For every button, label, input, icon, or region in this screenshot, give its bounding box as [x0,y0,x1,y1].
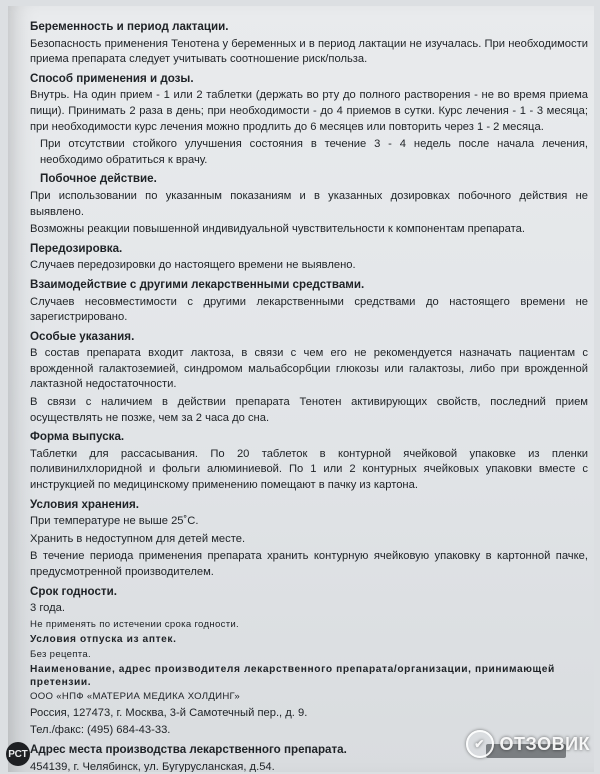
storage-text-2: Хранить в недоступном для детей месте. [30,532,246,545]
shelf-life-text-1: 3 года. [30,602,65,615]
interaction-text: Случаев несовместимости с другими лекарственными средствами до настоящего времени не зарегистрировано. [30,295,588,324]
watermark-text: ОТЗОВИК [499,733,590,754]
dosage-text-1: Внутрь. На один прием - 1 или 2 таблетки (держать во рту до полного растворения - не во время приема пищи). Принимать 2 раза в день; при необходимости - до 4 приемов в сутки. Курс лечения - 1 - 3 месяца; при необходимости курс лечения можно продлить до 6 месяцев или повторить через 1 - 2 месяца. [30,89,588,133]
storage-text-1: При температуре не выше 25˚С. [30,515,199,528]
production-address: 454139, г. Челябинск, ул. Бугурусланская, д.54. [30,760,275,772]
side-effects-text-1: При использовании по указанным показаниям и в указанных дозировках побочного действия не выявлено. [30,189,588,218]
manufacturer-address: Россия, 127473, г. Москва, 3-й Самотечный пер., д. 9. [30,706,308,719]
instruction-sheet [8,6,594,772]
side-effects-text-2: Возможны реакции повышенной индивидуальной чувствительности к компонентам препарата. [30,223,525,236]
manufacturer-phone: Тел./факс: (495) 684-43-33. [30,724,171,737]
instruction-text [30,16,588,772]
manufacturer-company: ООО «НПФ «МАТЕРИА МЕДИКА ХОЛДИНГ» [30,691,241,703]
section-title-special: Особые указания. [30,329,135,343]
section-title-side-effects: Побочное действие. [40,172,157,186]
pregnancy-text: Безопасность применения Тенотена у беременных и в период лактации не изучалась. При необходимости приема препарата следует учитывать соотношение риск/польза. [30,37,588,66]
overdose-text: Случаев передозировки до настоящего времени не выявлено. [30,259,356,272]
section-title-shelf-life: Срок годности. [30,584,117,598]
section-title-storage: Условия хранения. [30,497,140,511]
section-title-production: Адрес места производства лекарственного препарата. [30,742,347,756]
shelf-life-text-2: Не применять по истечении срока годности. [30,618,240,630]
section-title-dosage: Способ применения и дозы. [30,71,194,85]
section-title-pregnancy: Беременность и период лактации. [30,20,229,33]
storage-text-3: В течение периода применения препарата хранить контурную ячейковую упаковку в картонной пачке, предусмотренной производителем. [30,550,588,578]
section-title-interaction: Взаимодействие с другими лекарственными средствами. [30,277,365,291]
section-title-manufacturer: Наименование, адрес производителя лекарственного препарата/организации, принимающей претензии. [30,664,555,688]
section-title-form: Форма выпуска. [30,430,125,444]
watermark-icon: ✔ [466,730,494,758]
special-text-2: В связи с наличием в действии препарата Тенотен активирующих свойств, последний прием осуществлять не позже, чем за 2 часа до сна. [30,396,588,424]
section-title-overdose: Передозировка. [30,241,123,255]
section-title-dispensing: Условия отпуска из аптек. [30,634,177,646]
dispensing-text: Без рецепта. [30,648,91,660]
certification-logo-text: РСТ [8,748,28,760]
dosage-text-2: При отсутствии стойкого улучшения состояния в течение 3 - 4 недель после начала лечения, необходимо обратиться к врачу. [40,138,588,166]
form-text: Таблетки для рассасывания. По 20 таблеток в контурной ячейковой упаковке из пленки поливинилхлоридной и фольги алюминиевой. По 1 или 2 контурных ячейковых упаковки вместе с инструкцией по медицинскому применению помещают в пачку из картона. [30,447,588,492]
watermark [466,730,590,758]
certification-logo-icon [6,742,30,766]
special-text-1: В состав препарата входит лактоза, в связи с чем его не рекомендуется назначать пациентам с врожденной галактоземией, синдромом мальабсорбции глюкозы или галактозы, либо при врожденной лактазной недостаточности. [30,347,588,391]
